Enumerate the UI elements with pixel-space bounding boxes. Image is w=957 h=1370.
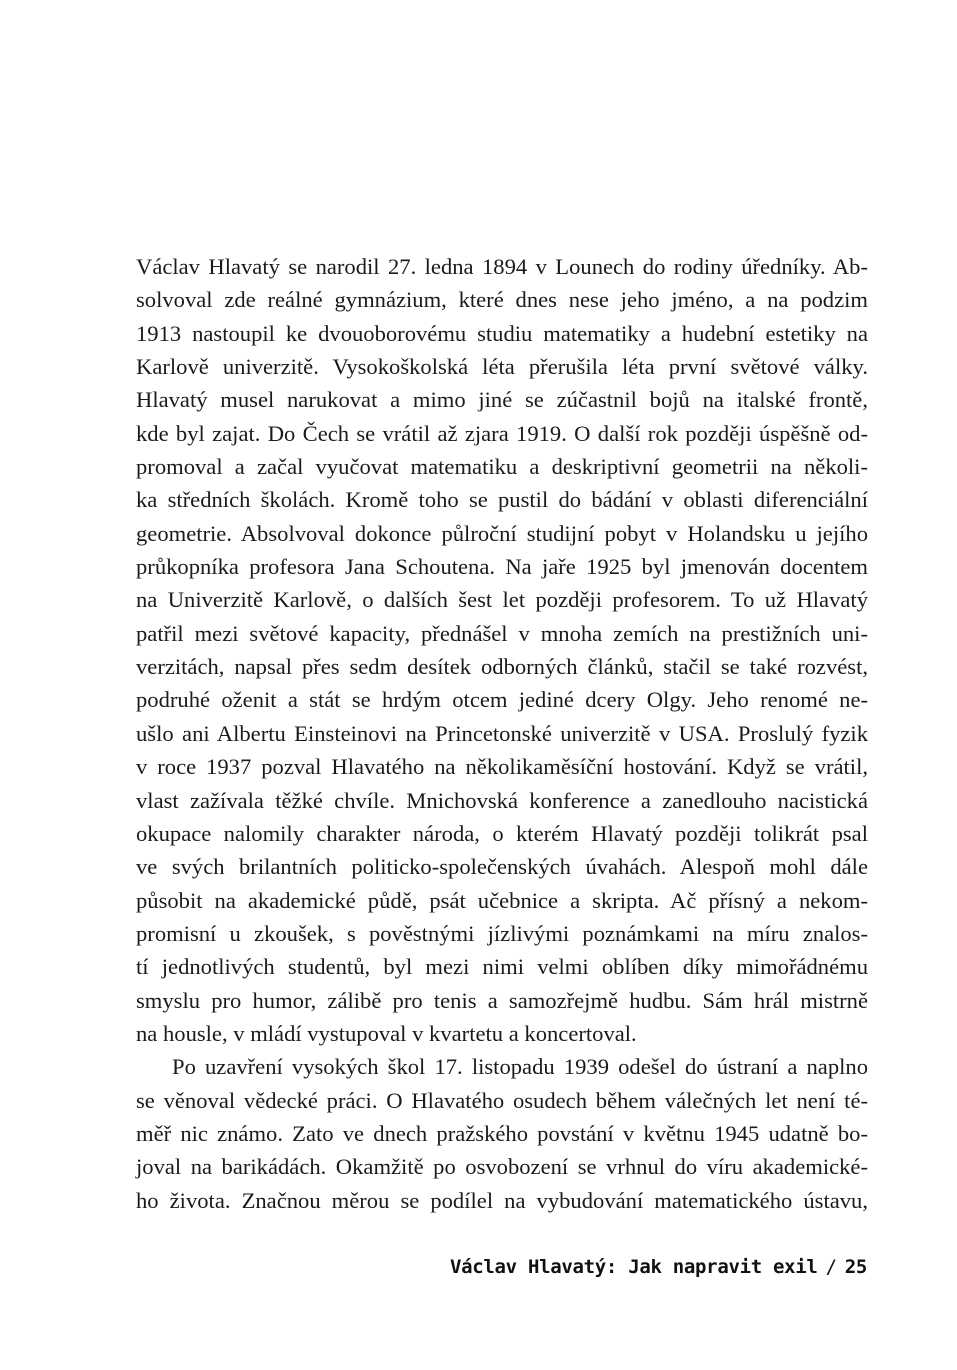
page-number: 25 — [844, 1256, 867, 1278]
text-line: na housle, v mládí vystupoval v kvartetu a koncertoval. — [136, 1020, 637, 1046]
text-line: ve svých brilantních politicko-společenských úvahách. Alespoň mohl dále — [136, 854, 868, 880]
text-line: promoval a začal vyučovat matematiku a deskriptivní geometrii na několi- — [136, 454, 868, 480]
body-text — [136, 250, 868, 1217]
running-footer — [450, 1256, 867, 1278]
text-line: ka středních školách. Kromě toho se pustil do bádání v oblasti diferenciální — [136, 487, 868, 513]
text-line: měř nic známo. Zato ve dnech pražského povstání v květnu 1945 udatně bo- — [136, 1120, 868, 1146]
text-line: ušlo ani Albertu Einsteinovi na Princetonské univerzitě v USA. Proslulý fyzik — [136, 720, 868, 746]
text-line: 1913 nastoupil ke dvouoborovému studiu matematiky a hudební estetiky na — [136, 320, 868, 346]
text-line: verzitách, napsal přes sedm desítek odborných článků, stačil se také rozvést, — [136, 654, 868, 680]
text-line: solvoval zde reálné gymnázium, které dnes nese jeho jméno, a na podzim — [136, 287, 868, 313]
text-line: kde byl zajat. Do Čech se vrátil až zjara 1919. O další rok později úspěšně od- — [136, 420, 868, 446]
text-line: Po uzavření vysokých škol 17. listopadu 1939 odešel do ústraní a naplno — [172, 1054, 868, 1080]
text-line: na Univerzitě Karlově, o dalších šest let později profesorem. To už Hlavatý — [136, 587, 868, 613]
text-line: okupace nalomily charakter národa, o kterém Hlavatý později tolikrát psal — [136, 820, 868, 846]
text-line: Karlově univerzitě. Vysokoškolská léta přerušila léta první světové války. — [136, 354, 868, 380]
footer-separator: / — [825, 1256, 837, 1278]
paragraph — [136, 1050, 868, 1217]
text-line: podruhé oženit a stát se hrdým otcem jediné dcery Olgy. Jeho renomé ne- — [136, 687, 868, 713]
text-line: vlast zažívala těžké chvíle. Mnichovská konference a zanedlouho nacistická — [136, 787, 868, 813]
text-line: geometrie. Absolvoval dokonce půlroční studijní pobyt v Holandsku u jejího — [136, 520, 868, 546]
running-title: Václav Hlavatý: Jak napravit exil — [449, 1256, 818, 1278]
text-line: tí jednotlivých studentů, byl mezi nimi velmi oblíben díky mimořádnému — [136, 954, 868, 980]
text-line: patřil mezi světové kapacity, přednášel v mnoha zemích na prestižních uni- — [136, 620, 868, 646]
text-line: promisní u zkoušek, s pověstnými jízlivými poznámkami na míru znalos- — [136, 920, 868, 946]
paragraph — [136, 250, 868, 1050]
text-line: působit na akademické půdě, psát učebnice a skripta. Ač přísný a nekom- — [136, 887, 868, 913]
text-line: ho života. Značnou měrou se podílel na vybudování matematického ústavu, — [136, 1187, 868, 1213]
text-line: joval na barikádách. Okamžitě po osvobození se vrhnul do víru akademické- — [136, 1154, 868, 1180]
text-line: se věnoval vědecké práci. O Hlavatého osudech během válečných let není té- — [136, 1087, 868, 1113]
text-line: Hlavatý musel narukovat a mimo jiné se zúčastnil bojů na italské frontě, — [136, 387, 868, 413]
text-line: smyslu pro humor, zálibě pro tenis a samozřejmě hudbu. Sám hrál mistrně — [136, 987, 868, 1013]
text-line: Václav Hlavatý se narodil 27. ledna 1894 v Lounech do rodiny úředníky. Ab- — [136, 254, 868, 279]
text-line: v roce 1937 pozval Hlavatého na několikaměsíční hostování. Když se vrátil, — [136, 754, 868, 780]
text-line: průkopníka profesora Jana Schoutena. Na jaře 1925 byl jmenován docentem — [136, 554, 868, 580]
